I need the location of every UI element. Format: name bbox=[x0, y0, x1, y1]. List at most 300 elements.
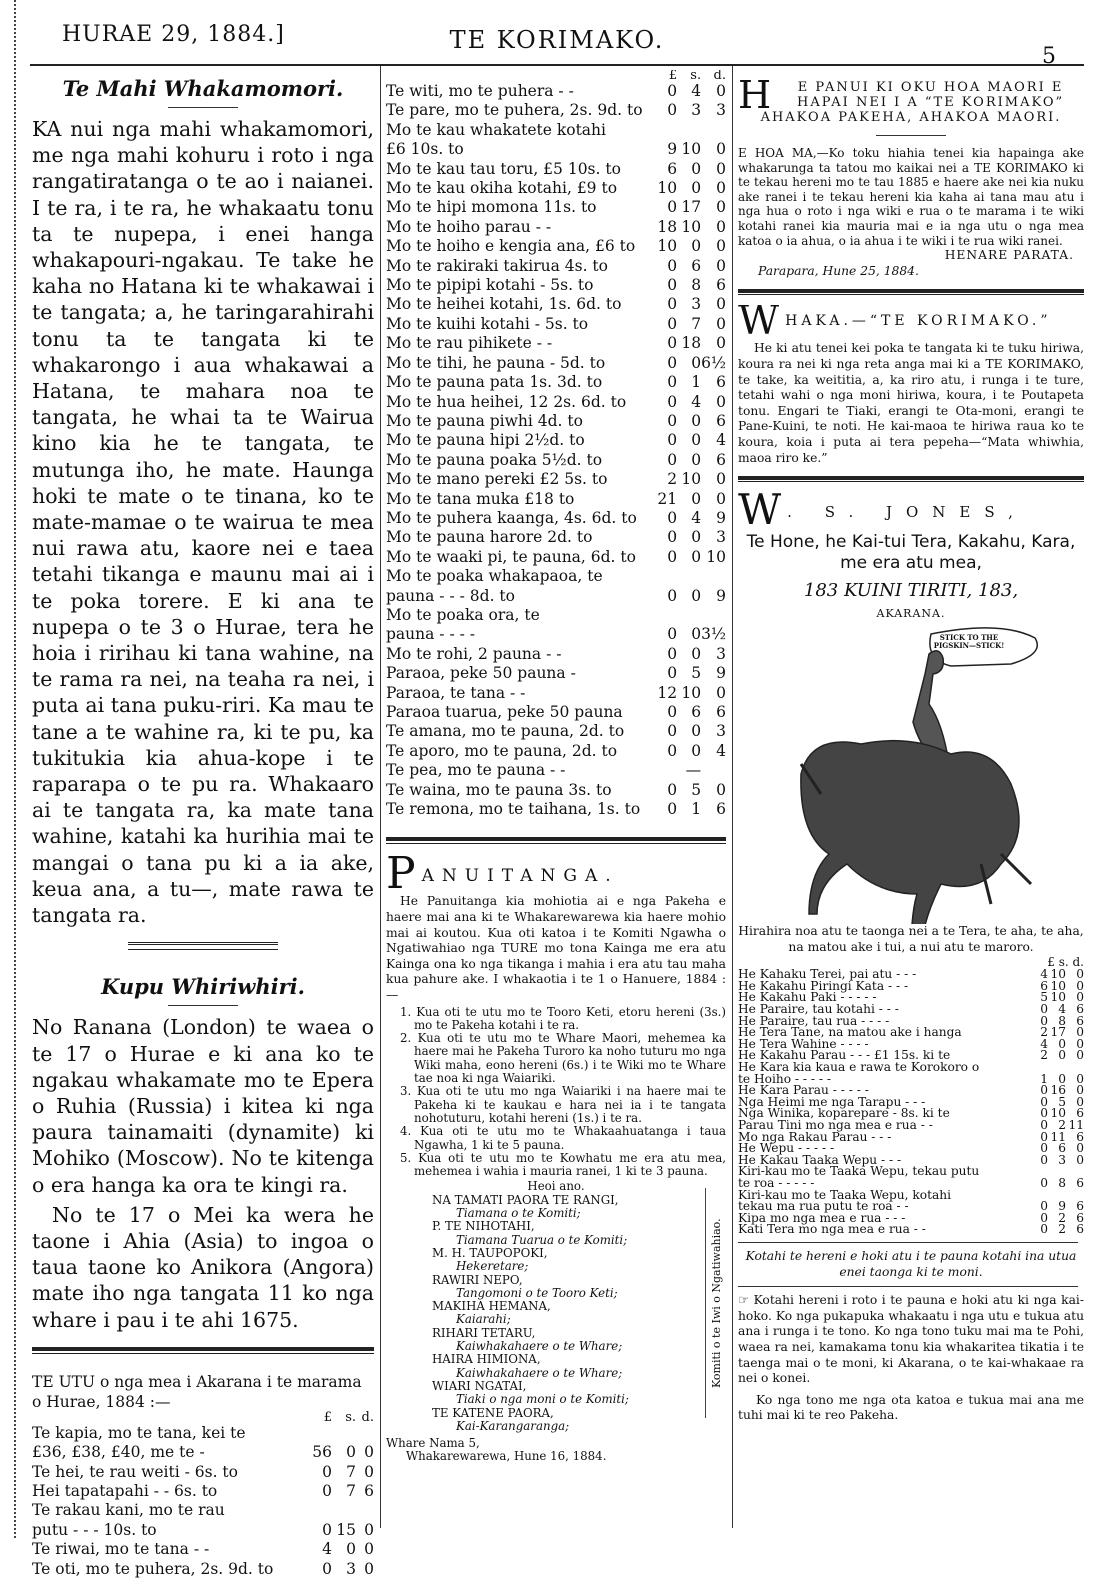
row-pound bbox=[653, 121, 677, 140]
row-pence: 3 bbox=[716, 101, 726, 120]
signature: HENARE PARATA. bbox=[944, 248, 1074, 263]
row-item: Mo te pauna pata 1s. 3d. to bbox=[386, 373, 603, 392]
signatory-role: Kaiwhakahaere o te Whare; bbox=[456, 1365, 623, 1380]
row-shilling: 5 bbox=[691, 780, 702, 799]
signatory-role: Kai-Karangaranga; bbox=[456, 1418, 570, 1433]
col-pound: £ bbox=[323, 1409, 332, 1425]
signatory-name: RIHARI TETARU, bbox=[432, 1325, 536, 1340]
price-row bbox=[386, 722, 726, 741]
row-pound: 0 bbox=[667, 334, 678, 353]
advert-address: 183 KUINI TIRITI, 183, bbox=[803, 580, 1019, 602]
row-pound bbox=[653, 567, 677, 586]
row-shilling: 1 bbox=[691, 800, 702, 819]
row-item: He Kakahu Paki - - - - - bbox=[738, 990, 877, 1005]
price-row bbox=[386, 334, 726, 353]
row-pound: 0 bbox=[1040, 1002, 1048, 1017]
row-item: Mo te kau whakatete kotahi bbox=[386, 120, 606, 139]
row-pound: 0 bbox=[1040, 1141, 1048, 1156]
row-item: Te remona, mo te taihana, 1s. to bbox=[386, 800, 641, 819]
price-row bbox=[386, 781, 726, 800]
rule-item: 5. Kua oti te utu mo te Kowhatu me era atu mea, mehemea i wahia i mauria ranei, 1 ki te 3 pauna. bbox=[400, 1150, 726, 1179]
row-pound: 18 bbox=[657, 217, 678, 236]
price-row bbox=[386, 218, 726, 237]
column-divider bbox=[380, 66, 381, 1528]
row-pound: 0 bbox=[667, 431, 678, 450]
advert-caption: Hirahira noa atu te taonga nei a te Tera, te aha, te aha, na matou ake i tui, a nui atu te maroro. bbox=[738, 924, 1084, 954]
row-pence: 0 bbox=[716, 392, 726, 411]
row-item: Te hei, te rau weiti - 6s. to bbox=[32, 1462, 238, 1481]
row-shilling bbox=[332, 1424, 356, 1443]
price-row bbox=[386, 528, 726, 547]
row-pound: 2 bbox=[1040, 1048, 1048, 1063]
row-pence: 10 bbox=[706, 547, 726, 566]
row-pound: 2 bbox=[667, 470, 678, 489]
row-item: He Kakahu Parau - - - £1 15s. ki te bbox=[738, 1048, 951, 1063]
row-pence: 6 bbox=[1076, 1002, 1084, 1017]
price-currency: £ s. d. bbox=[1047, 955, 1084, 970]
rule-item: 1. Kua oti te utu mo te Tooro Keti, etoru hereni (3s.) mo te Pakeha kotahi i te ra. bbox=[400, 1004, 726, 1032]
row-pence: 0 bbox=[716, 780, 726, 799]
row-pound: 0 bbox=[1040, 1210, 1048, 1225]
thick-rule bbox=[738, 476, 1084, 482]
drop-letter: P bbox=[386, 848, 416, 900]
row-pound: 0 bbox=[322, 1462, 332, 1481]
footer-line: Whakarewarewa, Hune 16, 1884. bbox=[406, 1449, 607, 1464]
row-pence: 0 bbox=[1076, 1071, 1084, 1086]
row-pound: 0 bbox=[1040, 1094, 1048, 1109]
price-row bbox=[386, 625, 726, 644]
panuitanga-intro: He Panuitanga kia mohiotia ai e nga Pakeha e haere mai ana ki te Whakarewarewa kia haere mohio mai ai koutou. Kua oti katoa i te Komiti Ngawha o Ngatiwahiao nga TURE mo tona Kainga me era atu Kainga ona ko nga tikanga i mahia i era atu tau maha kua pahure ake. I whakaotia i te 1 o Hanuere, 1884 :— bbox=[386, 894, 726, 1002]
row-item: Mo te kau tau toru, £5 10s. to bbox=[386, 159, 621, 178]
row-pound: 0 bbox=[667, 508, 678, 527]
row-pence bbox=[701, 567, 726, 586]
row-pence: 4 bbox=[716, 431, 726, 450]
newspaper-title: TE KORIMAKO. bbox=[449, 26, 665, 54]
row-shilling: 4 bbox=[691, 508, 702, 527]
row-shilling: 8 bbox=[691, 276, 702, 295]
row-item: Paraoa, peke 50 pauna - bbox=[386, 664, 576, 683]
notice2-title bbox=[738, 305, 1084, 337]
row-pence: 0 bbox=[716, 256, 726, 275]
row-pence: 0 bbox=[1076, 1025, 1084, 1040]
row-pound: 10 bbox=[657, 179, 678, 198]
market-table bbox=[386, 70, 726, 819]
row-pound: 0 bbox=[667, 295, 678, 314]
row-shilling: 1 bbox=[691, 373, 702, 392]
price-row bbox=[32, 1540, 374, 1559]
notice-heading: HAKA.—“TE KORIMAKO.” bbox=[785, 313, 1052, 330]
row-shilling: 17 bbox=[681, 198, 702, 217]
signatory-name: M. H. TAUPOPOKI, bbox=[432, 1245, 548, 1260]
row-item: Te oti, mo te puhera, 2s. 9d. to bbox=[32, 1559, 274, 1578]
price-row bbox=[32, 1501, 374, 1520]
row-item: Mo te puhera kaanga, 4s. 6d. to bbox=[386, 508, 637, 527]
row-pound: 4 bbox=[322, 1540, 332, 1559]
signatory-name: P. TE NIHOTAHI, bbox=[432, 1219, 535, 1234]
row-pence: 0 bbox=[716, 295, 726, 314]
advert-line: Te Hone, he Kai-tui Tera, Kakahu, Kara, me era atu mea, bbox=[746, 532, 1076, 574]
col-pence: d. bbox=[361, 1409, 374, 1425]
price-row bbox=[32, 1443, 374, 1462]
row-pence: 0 bbox=[364, 1462, 374, 1481]
row-pence: 6 bbox=[716, 703, 726, 721]
row-pence: 6 bbox=[716, 800, 726, 819]
row-pound: 0 bbox=[1040, 1199, 1048, 1214]
row-pence: 0 bbox=[1076, 990, 1084, 1005]
row-item: Te pea, mo te pauna - - bbox=[386, 761, 566, 780]
rule-item: 2. Kua oti te utu mo te Whare Maori, mehemea ka haere mai he Pakeha Turoro ka noho tuturu mo nga Wiki maha, eono hereni (6s.) i te Wiki mo te Whare tae noa ki nga Waiariki. bbox=[400, 1031, 726, 1086]
row-pound: 0 bbox=[667, 411, 678, 430]
price-row bbox=[386, 800, 726, 819]
paragraph: No te 17 o Mei ka wera he taone i Ahia (Asia) to ingoa o taua taone ko Anikora (Angora) mate iho nga tangata 11 ko nga whare i pau i te ahi 1675. bbox=[32, 1202, 374, 1332]
row-shilling: 3 bbox=[691, 295, 702, 314]
horse-rider-illustration bbox=[761, 624, 1061, 924]
row-item: He Kakahu Piringi Kata - - - bbox=[738, 978, 909, 993]
row-item: He Tera Tane, na matou ake i hanga bbox=[738, 1025, 962, 1040]
price-list bbox=[738, 969, 1084, 1236]
row-pence: 9 bbox=[716, 586, 726, 605]
row-item: pauna - - - 8d. to bbox=[386, 586, 515, 605]
row-pound: 2 bbox=[1040, 1025, 1048, 1040]
row-pence: 11 bbox=[1068, 1118, 1084, 1132]
row-shilling: 7 bbox=[346, 1481, 356, 1500]
row-item: Mo te rau pihikete - - bbox=[386, 334, 553, 353]
row-item: Mo te rakiraki takirua 4s. to bbox=[386, 256, 608, 275]
notice1-title bbox=[738, 80, 1084, 125]
row-item: Mo te tana muka £18 to bbox=[386, 489, 575, 508]
row-pound: 0 bbox=[322, 1559, 332, 1578]
row-shilling bbox=[677, 567, 701, 586]
row-pound: 4 bbox=[1040, 967, 1048, 982]
row-item: te Hoiho - - - - - bbox=[738, 1071, 831, 1086]
row-item: Mo te pauna hipi 2½d. to bbox=[386, 431, 585, 450]
col-pence: d. bbox=[713, 70, 726, 83]
row-shilling: 0 bbox=[691, 179, 702, 198]
row-item: Te rakau kani, mo te rau bbox=[32, 1501, 225, 1520]
article-body: KA nui nga mahi whakamomori, me nga mahi kohuru i roto i nga rangatiratanga o te ao i naianei. I te ra, i te ra, he whakaatu tonu ta te nupepa, i enei hanga whakapouri-ngakau. Te take he kaha no Hatana ki te whakawai i te tangata; a, he taringarahirahi tonu ta te tangata ki te whakarongo i aua whakawai a Hatana, te mahara noa te tangata, he whai ta te Wairua kino kia he te tangata, te mutunga iho, he mate. Haunga hoki te mate o te tinana, ko te mate-mamae o te wairua te mea nui rawa atu, kaore nei e taea tetahi tikanga e maunu mai ai i te poka torere. E ki ana te nupepa o te 3 o Hurae, tera he hoia i ririhau ki tana wahine, na te rama ra nei, na teaha ra nei, i puta ai tana puku-riri. Ka mau te tane a te wahine ra, ki te pu, ka tukitukia kia ahua-kope i te raparapa o te pu ra. Whakaaro ai te tangata ra, ka mate tana wahine, katahi ka hurihia mai te mangai o tana pu ki a ia ake, keua ana, a tu—, mate rawa te tangata ra. bbox=[32, 117, 374, 928]
row-shilling: 3 bbox=[691, 101, 702, 120]
signatory-name: NA TAMATI PAORA TE RANGI, bbox=[432, 1192, 619, 1207]
notice-text: E HOA MA,—Ko toku hiahia tenei kia hapainga ake whakarunga ta tatou mo kaikai nei a TE KORIMAKO ki te tekau hereni mo te tau 1885 e haere ake nei kia nuku ake ranei i te tekau hereni kia kaha ai tana mau atu i nga hua o roto i nga wiki e rua o te marama i te wiki kotahi ranei kia mauria mai e ia nga utu o nga mea katoa o ia ahua, o ia ahua i te wiki i te rua wiki ranei. bbox=[738, 146, 1084, 248]
article-title: Kupu Whiriwhiri. bbox=[101, 974, 305, 1000]
row-item: Kati Tera mo nga mea e rua - - bbox=[738, 1222, 926, 1237]
row-item: He Kara Parau - - - - - bbox=[738, 1083, 869, 1098]
row-item: He Paraire, tau kotahi - - - bbox=[738, 1002, 899, 1017]
pointing-hand-icon: ☞ bbox=[738, 1293, 750, 1308]
double-rule bbox=[128, 942, 278, 950]
row-pence bbox=[356, 1501, 374, 1520]
row-pound: 0 bbox=[1040, 1118, 1048, 1132]
signatory-role: Kaiarahi; bbox=[456, 1312, 511, 1327]
row-shilling: 5 bbox=[1058, 1094, 1066, 1109]
row-pound: 0 bbox=[667, 353, 678, 372]
row-shilling: 10 bbox=[681, 140, 702, 159]
row-item: Paraoa, te tana - - bbox=[386, 683, 526, 702]
col-shilling: s. bbox=[690, 70, 702, 83]
row-pence: 4 bbox=[716, 741, 726, 760]
row-pound: 5 bbox=[1040, 990, 1048, 1005]
closing: Heoi ano. bbox=[527, 1179, 585, 1194]
row-pence: 3½ bbox=[701, 625, 726, 644]
row-pound: 0 bbox=[1040, 1222, 1048, 1237]
speech-bubble-text: STICK TO THE PIGSKIN—STICK! bbox=[933, 633, 1005, 651]
notice-text: He ki atu tenei kei poka te tangata ki te tuku hiriwa, koura ra nei ki nga reta anga mai ki a TE KORIMAKO, te take, ka weititia, a, ka riro atu, i runga i te ture, tetahi wahi o nga moni hiriwa, koura, i te Poutapeta tonu. Engari te Tiaki, erangi te Ota-moni, erangi te Pane-Kuini, te noti. He kai-maoa te hiriwa raua ko te koura, koia i puta ai tera pepeha—“Mata whiwhia, maoa riro ke.” bbox=[738, 341, 1084, 465]
signatory-role: Tangomoni o te Tooro Keti; bbox=[456, 1285, 618, 1300]
title-rest: ANUITANGA. bbox=[421, 866, 619, 887]
header-rule bbox=[30, 64, 1084, 66]
row-item: Mo te hoiho e kengia ana, £6 to bbox=[386, 237, 636, 256]
row-pound: 0 bbox=[667, 586, 678, 605]
row-shilling: 7 bbox=[346, 1462, 356, 1481]
row-shilling: 0 bbox=[691, 625, 702, 644]
article-body bbox=[32, 1014, 374, 1332]
price-row bbox=[32, 1521, 374, 1540]
row-item: Paraoa tuarua, peke 50 pauna bbox=[386, 703, 623, 721]
row-pound: 0 bbox=[1040, 1106, 1048, 1121]
row-pence: 0 bbox=[364, 1443, 374, 1462]
price-row bbox=[386, 82, 726, 101]
row-pence: 6 bbox=[1076, 1106, 1084, 1121]
row-shilling: 15 bbox=[336, 1520, 356, 1539]
paragraph: No Ranana (London) te waea o te 17 o Hurae e ki ana ko te ngakau whakamate mo te Epera o Ruhia (Russia) i kitea ki nga paura tainamaiti (dynamite) ki Mohiko (Moscow). No te kitenga o era hanga ka ora te kingi ra. bbox=[32, 1015, 374, 1197]
row-item: Mo te kuihi kotahi - 5s. to bbox=[386, 314, 589, 333]
row-pence: 6 bbox=[1076, 1129, 1084, 1144]
divider bbox=[738, 1286, 1078, 1287]
row-shilling: 18 bbox=[681, 334, 702, 353]
row-item: Mo te poaka whakapaoa, te bbox=[386, 567, 603, 586]
row-shilling: 2 bbox=[1058, 1222, 1066, 1237]
row-shilling: 0 bbox=[1058, 1048, 1066, 1063]
advert-para-text: Kotahi hereni i roto i te pauna e hoki atu ki nga kai-hoko. Ko nga pukapuka whakaatu i nga utu e tukua atu ana i runga i te tono. Ko nga tono tuku mai ma te Pohi, waea ra nei, kamakama tonu kia whakaritea tikatia i te taenga mai o te moni, ki Akarana, o te kai-whakaae ra nei o konei. bbox=[738, 1293, 1084, 1386]
row-item: Te waina, mo te pauna 3s. to bbox=[386, 780, 612, 799]
price-row bbox=[386, 354, 726, 373]
row-pound bbox=[653, 761, 677, 780]
row-item: Kipa mo nga mea e rua - - - bbox=[738, 1210, 906, 1225]
row-pence: 0 bbox=[716, 470, 726, 489]
thick-rule bbox=[386, 837, 726, 844]
row-shilling: 6 bbox=[691, 256, 702, 275]
row-item: Mo te hoiho parau - - bbox=[386, 217, 552, 236]
price-row bbox=[386, 101, 726, 120]
signatory-role: Tiaki o nga moni o te Komiti; bbox=[456, 1392, 629, 1407]
row-shilling: 8 bbox=[1058, 1175, 1066, 1190]
row-pence: 0 bbox=[716, 237, 726, 256]
row-shilling: 10 bbox=[1050, 967, 1066, 982]
row-shilling: 0 bbox=[691, 450, 702, 469]
row-pence: 0 bbox=[364, 1520, 374, 1539]
price-row bbox=[386, 431, 726, 450]
price-row bbox=[386, 509, 726, 528]
row-item: te roa - - - - - bbox=[738, 1175, 815, 1190]
row-pence: 0 bbox=[716, 82, 726, 100]
row-shilling: 0 bbox=[691, 431, 702, 450]
price-row bbox=[386, 606, 726, 625]
row-pence: 0 bbox=[716, 314, 726, 333]
page-edge bbox=[14, 0, 16, 1538]
row-item: He Paraire, tau rua - - - - bbox=[738, 1013, 890, 1028]
row-pence: 0 bbox=[716, 140, 726, 159]
row-shilling: 11 bbox=[1050, 1129, 1066, 1144]
row-shilling: 10 bbox=[681, 683, 702, 702]
signatory-role: Hekeretare; bbox=[456, 1259, 529, 1274]
row-pence: 0 bbox=[716, 217, 726, 236]
row-pence bbox=[356, 1424, 374, 1443]
row-item: Mo te pipipi kotahi - 5s. to bbox=[386, 276, 594, 295]
price-row bbox=[386, 373, 726, 392]
row-pence bbox=[701, 606, 726, 625]
price-row bbox=[32, 1424, 374, 1443]
price-row bbox=[32, 1560, 374, 1579]
price-row bbox=[386, 198, 726, 217]
row-pound: 9 bbox=[667, 140, 678, 159]
price-row bbox=[386, 257, 726, 276]
rule-item: 4. Kua oti te utu mo te Whakaahuatanga i taua Ngawha, 1 ki te 5 pauna. bbox=[400, 1124, 726, 1152]
side-label: Komiti o te Iwi o Ngatiwahiao. bbox=[710, 1218, 723, 1389]
row-shilling: 10 bbox=[1050, 990, 1066, 1005]
row-shilling: 0 bbox=[691, 237, 702, 256]
row-pound: 0 bbox=[667, 644, 678, 663]
footer-line: Whare Nama 5, bbox=[386, 1436, 480, 1451]
horse bbox=[801, 741, 1019, 924]
price-row bbox=[386, 295, 726, 314]
divider bbox=[168, 1005, 238, 1006]
row-pence: 0 bbox=[716, 159, 726, 178]
row-shilling: 8 bbox=[1058, 1013, 1066, 1028]
divider bbox=[168, 107, 238, 108]
row-item: He Kara kia kaua e rawa te Korokoro o bbox=[738, 1060, 980, 1075]
row-pound: 0 bbox=[667, 703, 678, 721]
row-pound: 0 bbox=[667, 800, 678, 819]
row-item: Te riwai, mo te tana - - bbox=[32, 1540, 210, 1559]
row-shilling: 16 bbox=[1050, 1083, 1066, 1098]
advert-para: Ko nga tono me nga ota katoa e tukua mai ana me tuhi mai ki te reo Pakeha. bbox=[738, 1392, 1084, 1423]
divider bbox=[738, 1242, 1078, 1243]
price-row bbox=[386, 179, 726, 198]
row-item: Mo te waaki pi, te pauna, 6d. to bbox=[386, 547, 636, 566]
page-number: 5 bbox=[1042, 44, 1056, 69]
advert-para bbox=[738, 1293, 1084, 1387]
row-pence: 6 bbox=[1076, 1013, 1084, 1028]
row-item: Mo te rohi, 2 pauna - - bbox=[386, 644, 562, 663]
row-shilling: 3 bbox=[346, 1559, 356, 1578]
row-shilling: 7 bbox=[691, 314, 702, 333]
price-row bbox=[386, 121, 726, 140]
row-pence: 6 bbox=[364, 1481, 374, 1500]
row-shilling: 0 bbox=[691, 353, 702, 372]
price-row bbox=[386, 703, 726, 722]
divider bbox=[876, 135, 946, 136]
row-shilling: 0 bbox=[691, 644, 702, 663]
row-item: tekau ma rua putu te roa - - bbox=[738, 1199, 909, 1214]
row-shilling bbox=[332, 1501, 356, 1520]
row-item: He Wepu - - - - - bbox=[738, 1141, 835, 1156]
row-item: Parau Tini mo nga mea e rua - - bbox=[738, 1118, 933, 1132]
row-pence: 0 bbox=[716, 489, 726, 508]
col-shilling: s. bbox=[345, 1409, 356, 1425]
drop-letter: W bbox=[738, 305, 780, 338]
signatory-name: HAIRA HIMIONA, bbox=[432, 1352, 541, 1367]
row-pound: 0 bbox=[667, 101, 678, 120]
row-pence: 3 bbox=[716, 528, 726, 547]
row-pound bbox=[308, 1424, 332, 1443]
row-pound bbox=[308, 1501, 332, 1520]
row-shilling: 4 bbox=[1058, 1002, 1066, 1017]
price-row bbox=[386, 276, 726, 295]
row-shilling: 10 bbox=[1050, 1106, 1066, 1121]
row-shilling: 0 bbox=[691, 528, 702, 547]
row-shilling: 0 bbox=[691, 159, 702, 178]
row-pence: 9 bbox=[716, 508, 726, 527]
row-pound bbox=[653, 606, 677, 625]
row-shilling: 0 bbox=[691, 586, 702, 605]
row-pound: 0 bbox=[667, 528, 678, 547]
row-item: Mo te pauna harore 2d. to bbox=[386, 528, 593, 547]
row-pence: 6 bbox=[716, 373, 726, 392]
row-shilling: 5 bbox=[691, 664, 702, 683]
row-item: Mo te hua heihei, 12 2s. 6d. to bbox=[386, 392, 627, 411]
price-row bbox=[386, 645, 726, 664]
row-item: Mo te poaka ora, te bbox=[386, 605, 540, 624]
row-pence: 9 bbox=[716, 664, 726, 683]
row-pound: 0 bbox=[667, 722, 678, 741]
row-item: He Kahaku Terei, pai atu - - - bbox=[738, 967, 917, 982]
row-pound: 12 bbox=[657, 683, 678, 702]
drop-letter: H bbox=[738, 80, 772, 117]
row-pound: 1 bbox=[1040, 1071, 1048, 1086]
row-pence: 0 bbox=[364, 1559, 374, 1578]
row-pence bbox=[701, 121, 726, 140]
price-row bbox=[386, 761, 726, 780]
row-shilling: 0 bbox=[691, 489, 702, 508]
row-shilling: 2 bbox=[1058, 1210, 1066, 1225]
page-header bbox=[30, 18, 1084, 69]
row-item: Te pare, mo te puhera, 2s. 9d. to bbox=[386, 101, 643, 120]
row-pence: 6 bbox=[716, 450, 726, 469]
row-pound: 0 bbox=[667, 314, 678, 333]
row-pound: 0 bbox=[667, 82, 678, 100]
row-item: Te amana, mo te pauna, 2d. to bbox=[386, 722, 625, 741]
row-pence: 6 bbox=[1076, 1199, 1084, 1214]
row-pence: 6 bbox=[1076, 1175, 1084, 1190]
row-pence: 0 bbox=[1076, 978, 1084, 993]
row-pound: 0 bbox=[667, 450, 678, 469]
row-pound: 4 bbox=[1040, 1036, 1048, 1051]
row-pence: 0 bbox=[716, 179, 726, 198]
row-pound: 0 bbox=[667, 256, 678, 275]
row-shilling bbox=[677, 121, 701, 140]
row-shilling: 0 bbox=[691, 547, 702, 566]
row-pound: 0 bbox=[322, 1520, 332, 1539]
signatory-name: RAWIRI NEPO, bbox=[432, 1272, 523, 1287]
row-pound: 0 bbox=[1040, 1175, 1048, 1190]
row-shilling: 17 bbox=[1050, 1025, 1066, 1040]
row-item: pauna - - - - bbox=[386, 625, 476, 644]
row-shilling: 10 bbox=[1050, 978, 1066, 993]
price-row bbox=[386, 470, 726, 489]
row-item: Mo te tihi, he pauna - 5d. to bbox=[386, 353, 606, 372]
drop-letter: W bbox=[738, 492, 782, 533]
row-pound: 56 bbox=[312, 1443, 332, 1462]
row-shilling: 10 bbox=[681, 217, 702, 236]
row-pound: 0 bbox=[1040, 1129, 1048, 1144]
row-pound: 0 bbox=[1040, 1013, 1048, 1028]
market-intro: TE UTU o nga mea i Akarana i te marama o Hurae, 1884 :— bbox=[32, 1372, 362, 1411]
row-shilling: 6 bbox=[691, 703, 702, 721]
row-item: Nga Winika, koparepare - 8s. ki te bbox=[738, 1106, 950, 1121]
row-item: Mo te pauna poaka 5½d. to bbox=[386, 450, 603, 469]
row-pence: 6 bbox=[716, 411, 726, 430]
panuitanga-title bbox=[386, 848, 726, 900]
